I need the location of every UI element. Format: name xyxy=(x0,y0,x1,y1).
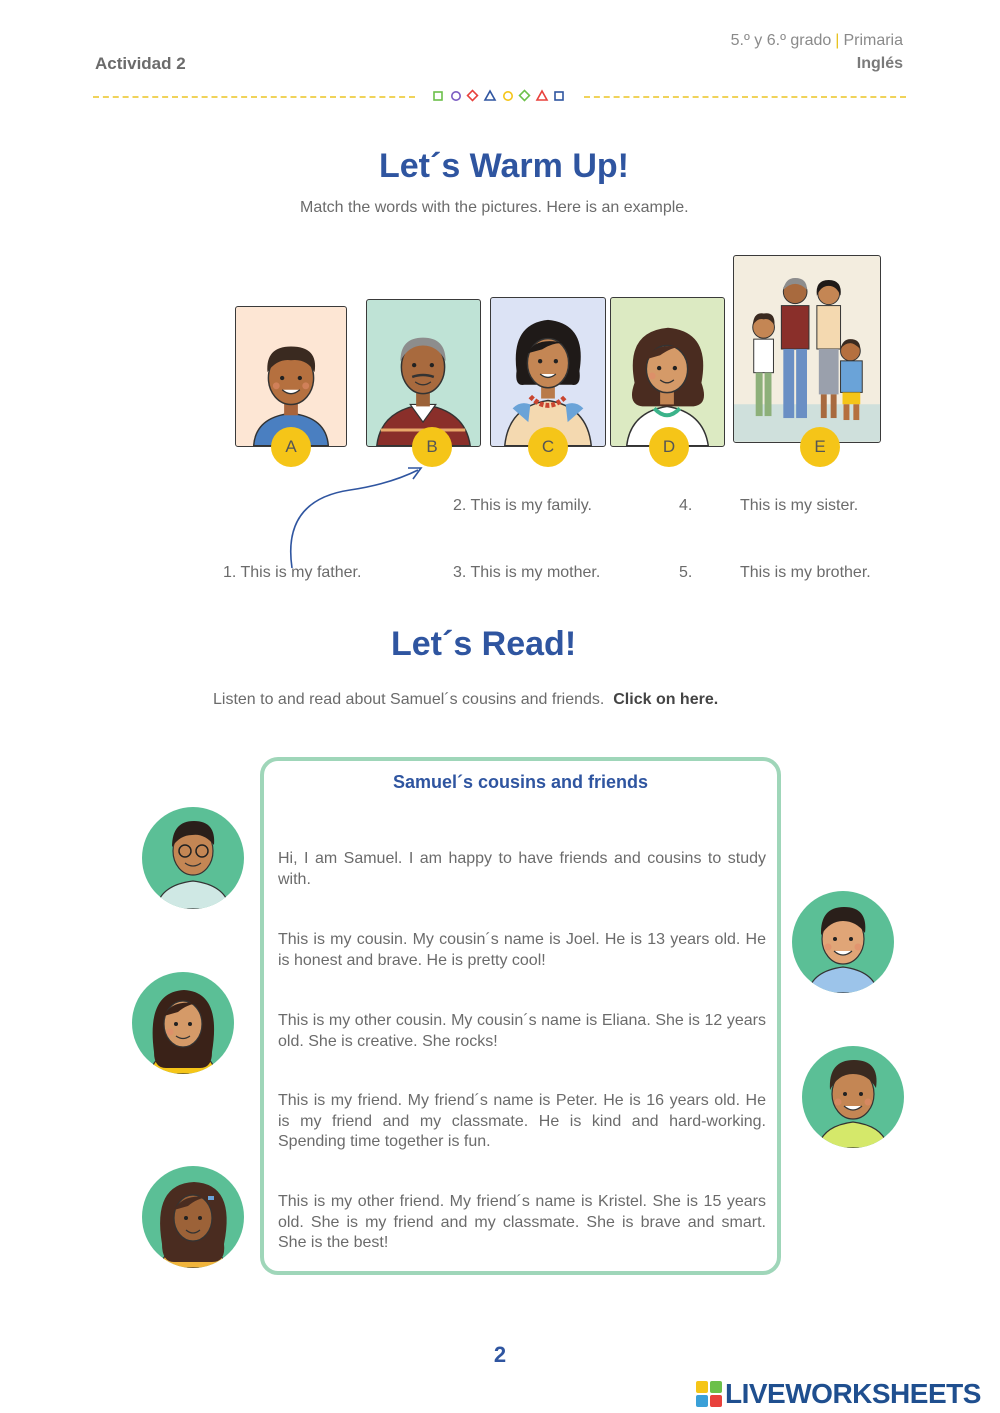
boy-illustration-icon xyxy=(236,307,346,446)
samuel-avatar-icon xyxy=(142,807,244,909)
read-instruction xyxy=(213,691,718,709)
badge-e: E xyxy=(800,427,840,467)
father-illustration-icon xyxy=(367,300,480,446)
sentence-2: 2. This is my family. xyxy=(453,497,592,514)
header-divider-right xyxy=(584,96,906,98)
family-illustration-icon xyxy=(734,256,880,442)
click-here-link[interactable]: Click on here. xyxy=(613,691,719,708)
paragraph-eliana: This is my other cousin. My cousin´s name is Eliana. She is 12 years old. She is creative. She rocks! xyxy=(278,1012,766,1050)
grade-line xyxy=(731,32,903,50)
decorative-shapes-icon xyxy=(432,89,568,103)
paragraph-peter: This is my friend. My friend´s name is Peter. He is 16 years old. He is my friend and my classmate. He is kind and hard-working. Spending time together is fun. xyxy=(278,1092,766,1150)
sentence-4: This is my sister. xyxy=(740,497,859,514)
reading-box-title: Samuel´s cousins and friends xyxy=(392,772,649,792)
picture-card-d[interactable] xyxy=(610,297,725,447)
avatar-samuel xyxy=(142,807,244,909)
avatar-peter xyxy=(802,1046,904,1148)
paragraph-samuel: Hi, I am Samuel. I am happy to have friends and cousins to study with. xyxy=(278,850,766,888)
liveworksheets-grid-icon xyxy=(696,1381,722,1407)
girl-illustration-icon xyxy=(611,298,724,446)
sentence-3: 3. This is my mother. xyxy=(453,564,601,581)
paragraph-kristel: This is my other friend. My friend´s name is Kristel. She is 15 years old. She is my friend and my classmate. She is brave and smart. She is the best! xyxy=(278,1193,766,1251)
liveworksheets-wordmark: LIVEWORKSHEETS xyxy=(725,1378,981,1409)
eliana-avatar-icon xyxy=(132,972,234,1074)
sentence-4-number: 4. xyxy=(679,497,693,514)
page-number: 2 xyxy=(493,1342,507,1367)
picture-card-b[interactable] xyxy=(366,299,481,447)
level-text: Primaria xyxy=(843,32,903,49)
badge-d: D xyxy=(649,427,689,467)
kristel-avatar-icon xyxy=(142,1166,244,1268)
picture-card-e[interactable] xyxy=(733,255,881,443)
warmup-instruction: Match the words with the pictures. Here is an example. xyxy=(300,199,689,216)
read-instruction-text: Listen to and read about Samuel´s cousins and friends. xyxy=(213,691,605,708)
avatar-joel xyxy=(792,891,894,993)
sentence-1: 1. This is my father. xyxy=(223,564,362,581)
subject-label: Inglés xyxy=(856,55,903,72)
example-arrow-icon xyxy=(280,460,430,572)
mother-illustration-icon xyxy=(491,298,605,446)
warmup-title: Let´s Warm Up! xyxy=(379,147,629,185)
header-divider-left xyxy=(93,96,415,98)
peter-avatar-icon xyxy=(802,1046,904,1148)
sentence-5: This is my brother. xyxy=(740,564,871,581)
grade-separator: | xyxy=(835,32,840,49)
joel-avatar-icon xyxy=(792,891,894,993)
badge-a: A xyxy=(271,427,311,467)
grade-text: 5.º y 6.º grado xyxy=(730,32,832,49)
sentence-5-number: 5. xyxy=(679,564,693,581)
read-title: Let´s Read! xyxy=(391,625,577,663)
liveworksheets-logo xyxy=(696,1378,981,1410)
paragraph-joel: This is my cousin. My cousin´s name is Joel. He is 13 years old. He is honest and brave. He is pretty cool! xyxy=(278,931,766,969)
picture-card-a[interactable] xyxy=(235,306,347,447)
avatar-eliana xyxy=(132,972,234,1074)
badge-c: C xyxy=(528,427,568,467)
badge-b: B xyxy=(412,427,452,467)
picture-card-c[interactable] xyxy=(490,297,606,447)
avatar-kristel xyxy=(142,1166,244,1268)
activity-label: Actividad 2 xyxy=(95,54,186,73)
